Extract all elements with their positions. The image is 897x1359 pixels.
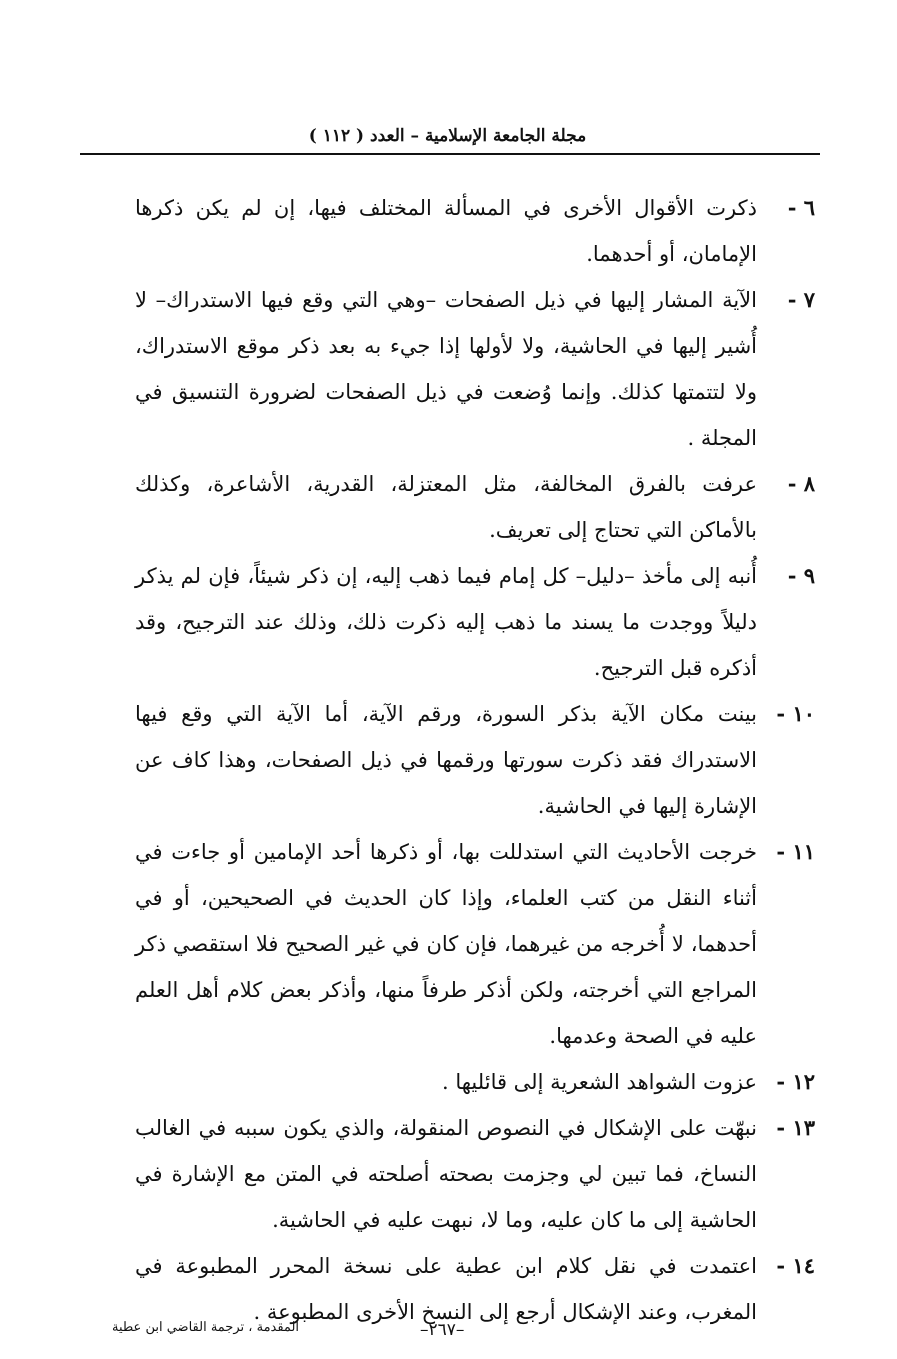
item-text: نبهّت على الإشكال في النصوص المنقولة، والذي يكون سببه في الغالب النساخ، فما تبين لي وجزمت بصحته أصلحته في المتن مع الإشارة في الحاشية إلى ما كان عليه، وما لا، نبهت عليه في الحاشية.: [135, 1116, 757, 1232]
item-number: ٦ -: [787, 195, 815, 220]
item-text: أُنبه إلى مأخذ –دليل– كل إمام فيما ذهب إليه، إن ذكر شيئاً، فإن لم يذكر دليلاً ووجدت ما يسند ما ذهب إليه ذكرت ذلك، وذلك عند الترجيح، وقد أذكره قبل الترجيح.: [135, 564, 757, 680]
header-rule: [80, 153, 820, 155]
item-text: عرفت بالفرق المخالفة، مثل المعتزلة، القدرية، الأشاعرة، وكذلك بالأماكن التي تحتاج إلى تعريف.: [135, 472, 757, 542]
item-text: ذكرت الأقوال الأخرى في المسألة المختلف فيها، إن لم يكن ذكرها الإمامان، أو أحدهما.: [135, 196, 757, 266]
item-number: ٧ -: [787, 287, 815, 312]
item-text: اعتمدت في نقل كلام ابن عطية على نسخة المحرر المطبوعة في المغرب، وعند الإشكال أرجع إلى النسخ الأخرى المطبوعة .: [135, 1254, 757, 1324]
list-item: [135, 553, 815, 691]
item-number: ١٠ -: [776, 701, 815, 726]
page-number: –٢٦٧–: [420, 1320, 465, 1340]
item-number: ١٤ -: [776, 1253, 815, 1278]
list-item: [135, 461, 815, 553]
list-item: [135, 1059, 815, 1105]
item-number: ١١ -: [776, 839, 815, 864]
item-text: عزوت الشواهد الشعرية إلى قائليها .: [442, 1070, 757, 1094]
footer-title: المقدمة ، ترجمة القاضي ابن عطية: [112, 1320, 300, 1335]
list-item: [135, 185, 815, 277]
item-number: ١٣ -: [776, 1115, 815, 1140]
item-text: الآية المشار إليها في ذيل الصفحات –وهي التي وقع فيها الاستدراك– لا أُشير إليها في الحاشية، ولا لأولها إذا جيء به بعد ذكر موقع الاستدراك، ولا لتتمتها كذلك. وإنما وُضعت في ذيل الصفحات لضرورة التنسيق في المجلة .: [135, 288, 757, 450]
methodology-list: [135, 185, 815, 1335]
list-item: [135, 1105, 815, 1243]
running-header: مجلة الجامعة الإسلامية – العدد ( ١١٢ ): [308, 126, 587, 146]
item-number: ٩ -: [787, 563, 815, 588]
item-text: بينت مكان الآية بذكر السورة، ورقم الآية، أما الآية التي وقع فيها الاستدراك فقد ذكرت سورتها ورقمها في ذيل الصفحات، وهذا كاف عن الإشارة إليها في الحاشية.: [135, 702, 757, 818]
list-item: [135, 277, 815, 461]
item-number: ١٢ -: [776, 1069, 815, 1094]
item-number: ٨ -: [787, 471, 815, 496]
item-text: خرجت الأحاديث التي استدللت بها، أو ذكرها أحد الإمامين أو جاءت في أثناء النقل من كتب العلماء، وإذا كان الحديث في الصحيحين، أو في أحدهما، لا أُخرجه من غيرهما، فإن كان في غير الصحيح فلا استقصي ذكر المراجع التي أخرجته، ولكن أذكر طرفاً منها، وأذكر بعض كلام أهل العلم عليه في الصحة وعدمها.: [135, 840, 757, 1048]
list-item: [135, 691, 815, 829]
list-item: [135, 829, 815, 1059]
page-footer: [0, 1318, 897, 1348]
